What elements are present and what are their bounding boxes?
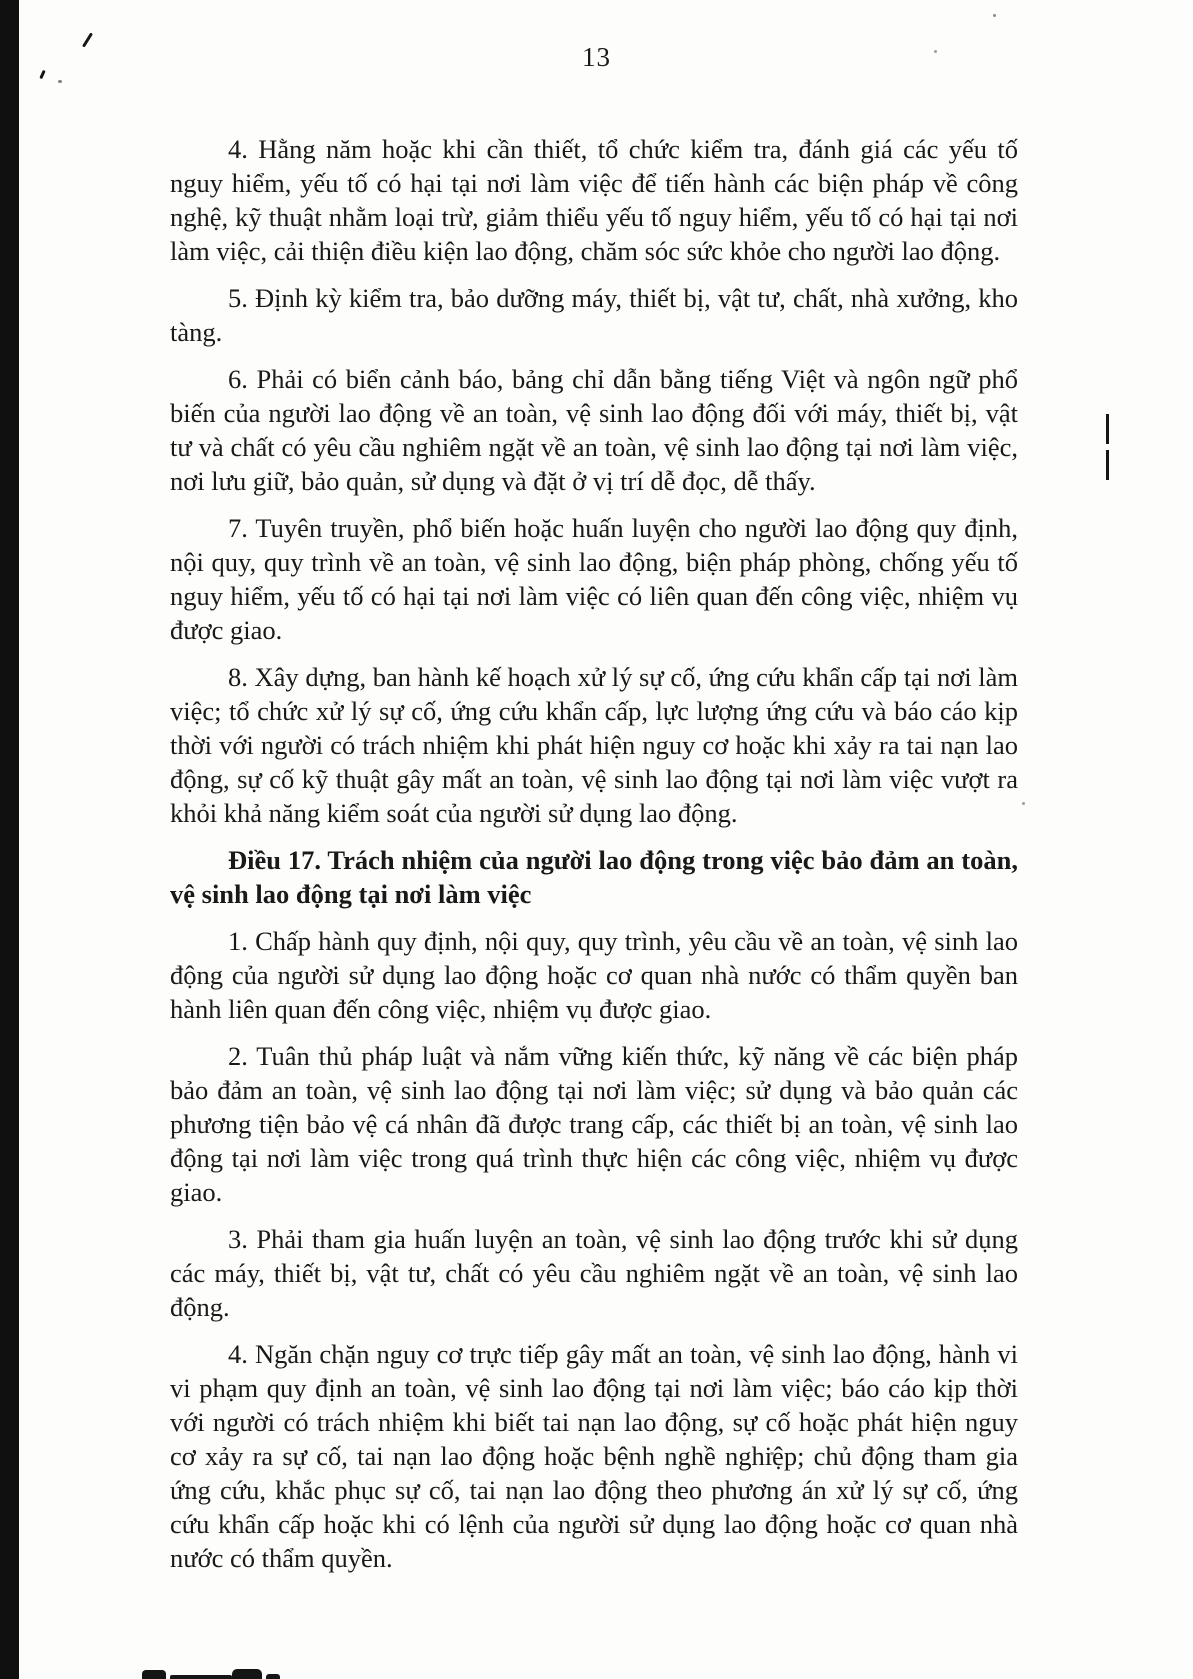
scan-edge-bar (0, 0, 19, 1679)
paragraph-item-6: 6. Phải có biển cảnh báo, bảng chỉ dẫn bằng tiếng Việt và ngôn ngữ phổ biến của người lao động về an toàn, vệ sinh lao động đối với máy, thiết bị, vật tư và chất có yêu cầu nghiêm ngặt về an toàn, vệ sinh lao động tại nơi làm việc, nơi lưu giữ, bảo quản, sử dụng và đặt ở vị trí dễ đọc, dễ thấy. (170, 364, 1018, 496)
scan-artifact-bottom-blob (232, 1669, 262, 1679)
scan-artifact-margin-tick (1106, 414, 1109, 444)
paragraph-item-8: 8. Xây dựng, ban hành kế hoạch xử lý sự cố, ứng cứu khẩn cấp tại nơi làm việc; tổ chức xử lý sự cố, ứng cứu khẩn cấp, lực lượng ứng cứu và báo cáo kịp thời với người có trách nhiệm khi phát hiện nguy cơ hoặc khi xảy ra tai nạn lao động, sự cố kỹ thuật gây mất an toàn, vệ sinh lao động tại nơi làm việc vượt ra khỏi khả năng kiểm soát của người sử dụng lao động. (170, 662, 1018, 828)
scan-artifact-margin-tick (1106, 450, 1109, 480)
paragraph-item-4b: 4. Ngăn chặn nguy cơ trực tiếp gây mất an toàn, vệ sinh lao động, hành vi vi phạm quy định an toàn, vệ sinh lao động tại nơi làm việc; báo cáo kịp thời với người có trách nhiệm khi biết tai nạn lao động, sự cố hoặc phát hiện nguy cơ xảy ra sự cố, tai nạn lao động hoặc bệnh nghề nghiệp; chủ động tham gia ứng cứu, khắc phục sự cố, tai nạn lao động theo phương án xử lý sự cố, ứng cứu khẩn cấp hoặc khi có lệnh của người sử dụng lao động hoặc cơ quan nhà nước có thẩm quyền. (170, 1339, 1018, 1573)
document-body (170, 132, 1018, 1588)
page-number: 13 (582, 42, 611, 72)
scan-artifact-dot (58, 80, 62, 83)
article-17-heading: Điều 17. Trách nhiệm của người lao động trong việc bảo đảm an toàn, vệ sinh lao động tại nơi làm việc (170, 845, 1018, 909)
paragraph-item-1: 1. Chấp hành quy định, nội quy, quy trình, yêu cầu về an toàn, vệ sinh lao động của người sử dụng lao động hoặc cơ quan nhà nước có thẩm quyền ban hành liên quan đến công việc, nhiệm vụ được giao. (170, 926, 1018, 1024)
scan-artifact-bottom-blob (266, 1674, 280, 1679)
paragraph-item-2: 2. Tuân thủ pháp luật và nắm vững kiến thức, kỹ năng về các biện pháp bảo đảm an toàn, vệ sinh lao động tại nơi làm việc; sử dụng và bảo quản các phương tiện bảo vệ cá nhân đã được trang cấp, các thiết bị an toàn, vệ sinh lao động tại nơi làm việc trong quá trình thực hiện các công việc, nhiệm vụ được giao. (170, 1041, 1018, 1207)
scan-artifact-bottom-blob (170, 1675, 232, 1679)
scan-artifact-dot (934, 50, 937, 53)
paragraph-item-3: 3. Phải tham gia huấn luyện an toàn, vệ sinh lao động trước khi sử dụng các máy, thiết bị, vật tư, chất có yêu cầu nghiêm ngặt về an toàn, vệ sinh lao động. (170, 1224, 1018, 1322)
scan-artifact-dot (1022, 802, 1025, 805)
paragraph-item-4: 4. Hằng năm hoặc khi cần thiết, tổ chức kiểm tra, đánh giá các yếu tố nguy hiểm, yếu tố có hại tại nơi làm việc để tiến hành các biện pháp về công nghệ, kỹ thuật nhằm loại trừ, giảm thiểu yếu tố nguy hiểm, yếu tố có hại tại nơi làm việc, cải thiện điều kiện lao động, chăm sóc sức khỏe cho người lao động. (170, 134, 1018, 266)
paragraph-item-7: 7. Tuyên truyền, phổ biến hoặc huấn luyện cho người lao động quy định, nội quy, quy trình về an toàn, vệ sinh lao động, biện pháp phòng, chống yếu tố nguy hiểm, yếu tố có hại tại nơi làm việc có liên quan đến công việc, nhiệm vụ được giao. (170, 513, 1018, 645)
paragraph-item-5: 5. Định kỳ kiểm tra, bảo dưỡng máy, thiết bị, vật tư, chất, nhà xưởng, kho tàng. (170, 283, 1018, 347)
scan-artifact-dot (770, 1452, 774, 1455)
scan-artifact-dot (993, 14, 996, 17)
scan-artifact-bottom-blob (142, 1670, 166, 1679)
